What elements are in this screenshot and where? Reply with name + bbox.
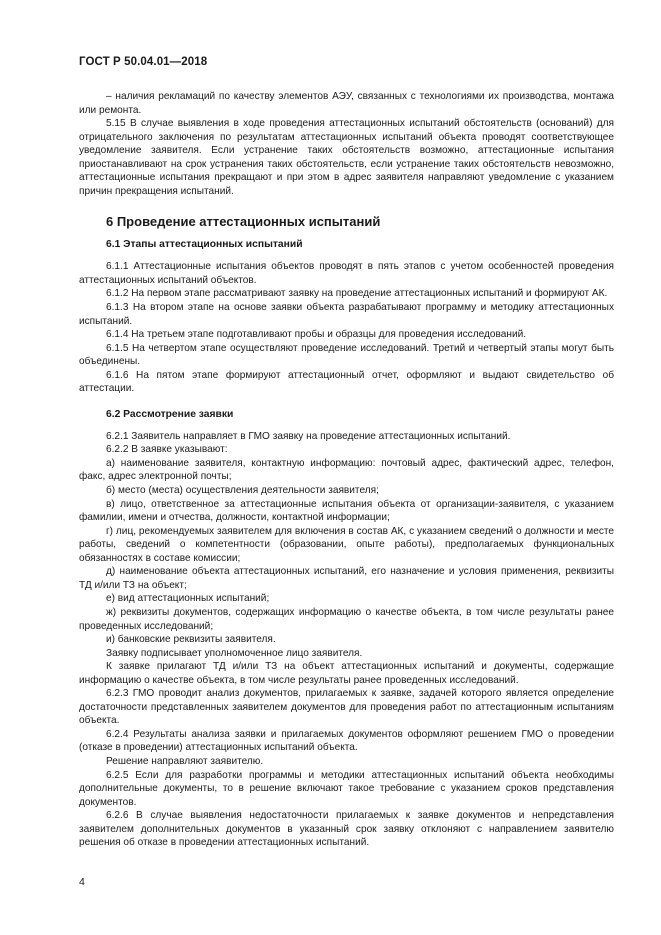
intro-paragraph-2: 5.15 В случае выявления в ходе проведения аттестационных испытаний обстоятельств (оснований) для отрицательного заключения по результатам аттестационных испытаний объекта проводят соответствующее уведомление заявителя. Если устранение таких обстоятельств возможно, аттестационные испытания приостанавливают на срок устранения таких обстоятельств, если устранение таких обстоятельств невозможно, аттестационные испытания прекращают и при этом в адрес заявителя направляют уведомление с указанием причин прекращения испытаний. [79,118,614,197]
paragraph-6-1-4: 6.1.4 На третьем этапе подготавливают пробы и образцы для проведения исследований. [106,329,527,341]
list-item-i: и) банковские реквизиты заявителя. [106,634,276,646]
standard-header: ГОСТ Р 50.04.01—2018 [79,56,208,68]
paragraph-6-1-2: 6.1.2 На первом этапе рассматривают заявку на проведение аттестационных испытаний и формируют АК. [106,288,608,300]
paragraph-6-2-3: 6.2.3 ГМО проводит анализ документов, прилагаемых к заявке, задачей которого является определение достаточности представленных заявителем документов для проведения работ по аттестационным испытаниям объекта. [79,688,614,727]
paragraph-6-1-3: 6.1.3 На втором этапе на основе заявки объекта разрабатывают программу и методику аттестационных испытаний. [79,302,614,327]
paragraph-6-2-5: 6.2.5 Если для разработки программы и методики аттестационных испытаний объекта необходимы дополнительные документы, то в решение включают такое требование с указанием сроков представления документов. [79,769,614,808]
list-item-v: в) лицо, ответственное за аттестационные испытания объекта от организации-заявителя, с указанием фамилии, имени и отчества, должности, контактной информации; [79,498,614,524]
paragraph-6-2-2: 6.2.2 В заявке указывают: [106,444,228,456]
intro-paragraph-1: – наличия рекламаций по качеству элементов АЭУ, связанных с технологиями их производства, монтажа или ремонта. [79,91,614,116]
page-number: 4 [79,876,85,888]
page-content [79,90,614,850]
paragraph-signature: Заявку подписывает уполномоченное лицо заявителя. [106,647,363,659]
subsection-6-2-title: 6.2 Рассмотрение заявки [106,408,234,420]
paragraph-6-2-6: 6.2.6 В случае выявления недостаточности прилагаемых к заявке документов и непредставления заявителем дополнительных документов в указанный срок заявку отклоняют с направлением заявителю решения об отказе в проведении аттестационных испытаний. [79,810,614,849]
paragraph-attachments: К заявке прилагают ТД и/или ТЗ на объект аттестационных испытаний и документы, содержащие информацию о качестве объекта, в том числе результаты ранее проведенных исследований. [79,661,614,686]
list-item-d: д) наименование объекта аттестационных испытаний, его назначение и условия применения, реквизиты ТД и/или ТЗ на объект; [79,566,614,591]
list-item-g: г) лиц, рекомендуемых заявителем для включения в состав АК, с указанием сведений о должности и месте работы, сведений о компетентности (образовании, опыте работы), предполагаемых функциональных обязанностях в составе комиссии; [79,525,614,564]
list-item-zh: ж) реквизиты документов, содержащих информацию о качестве объекта, в том числе результаты ранее проведенных исследований; [79,606,614,632]
paragraph-6-1-5: 6.1.5 На четвертом этапе осуществляют проведение исследований. Третий и четвертый этапы могут быть объединены. [79,342,614,368]
list-item-a: а) наименование заявителя, контактную информацию: почтовый адрес, фактический адрес, телефон, факс, адрес электронной почты; [79,457,614,483]
paragraph-6-2-1: 6.2.1 Заявитель направляет в ГМО заявку на проведение аттестационных испытаний. [106,430,511,442]
list-item-b: б) место (места) осуществления деятельности заявителя; [106,485,379,497]
paragraph-6-1-6: 6.1.6 На пятом этапе формируют аттестационный отчет, оформляют и выдают свидетельство об аттестации. [79,369,614,395]
list-item-e: е) вид аттестационных испытаний; [106,593,270,605]
subsection-6-1-title: 6.1 Этапы аттестационных испытаний [106,239,303,251]
paragraph-6-1-1: 6.1.1 Аттестационные испытания объектов проводят в пять этапов с учетом особенностей проведения аттестационных испытаний объектов. [79,261,614,286]
paragraph-decision: Решение направляют заявителю. [106,755,264,767]
paragraph-6-2-4: 6.2.4 Результаты анализа заявки и прилагаемых документов оформляют решением ГМО о проведении (отказе в проведении) аттестационных испытаний объекта. [79,728,614,754]
section-6-title: 6 Проведение аттестационных испытаний [106,214,381,230]
